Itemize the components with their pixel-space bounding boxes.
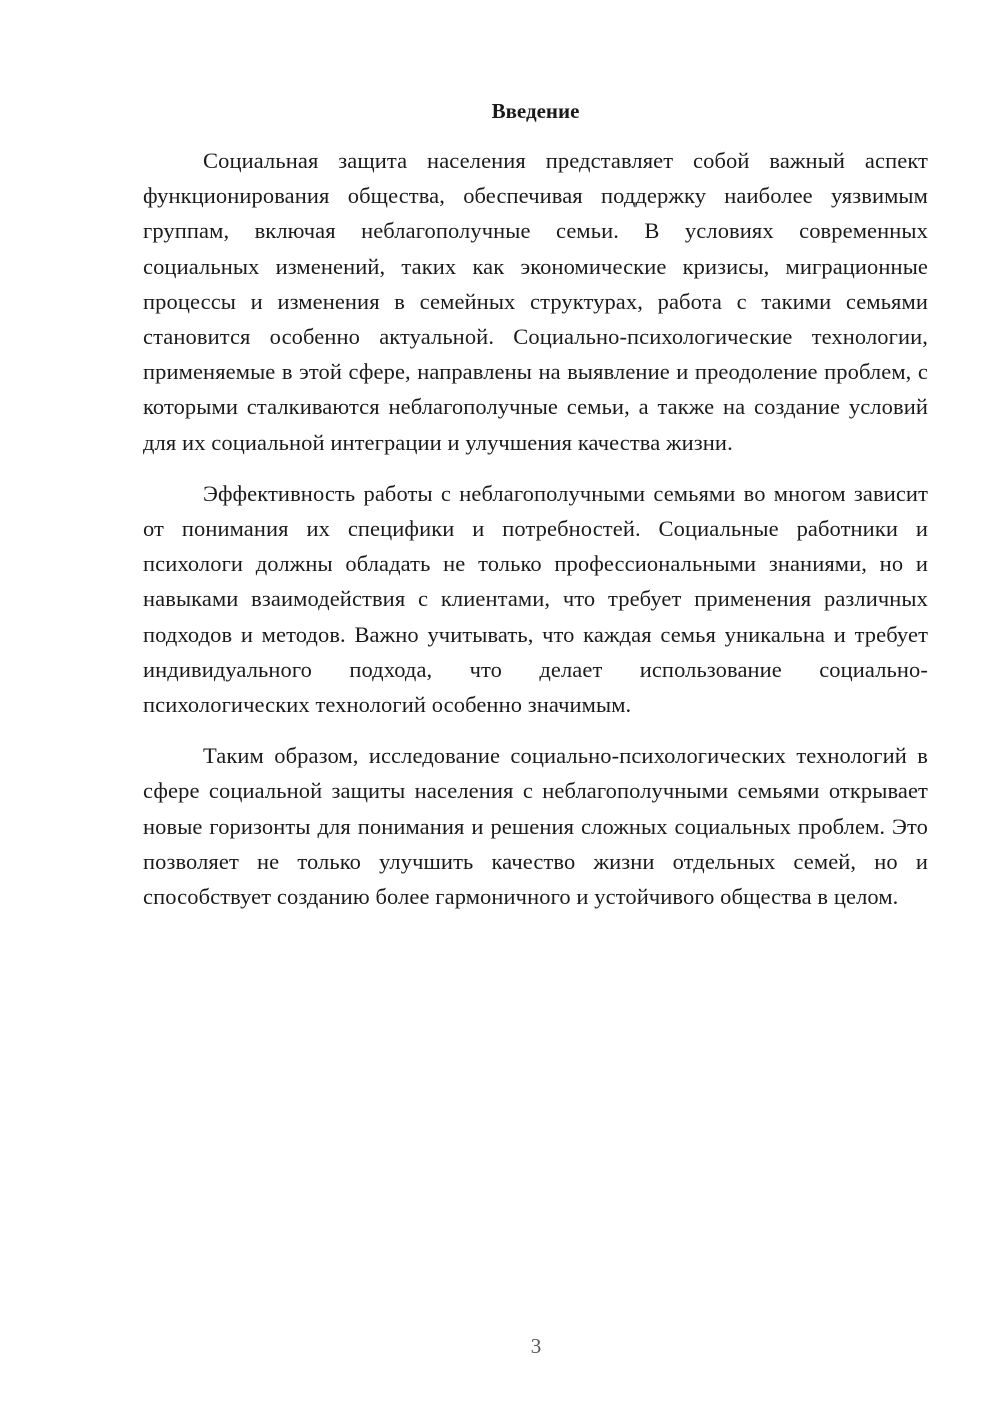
section-title: Введение: [491, 99, 580, 123]
paragraph: Эффективность работы с неблагополучными семьями во многом зависит от понимания их специфики и потребностей. Социальные работники и психологи должны обладать не только профессиональными знаниями, но и навыками взаимодействия с клиентами, что требует применения различных подходов и методов. Важно учитывать, что каждая семья уникальна и требует индивидуального подхода, что делает использование социально-психологических технологий особенно значимым.: [143, 480, 928, 718]
page-number: 3: [530, 1334, 542, 1358]
paragraph: Таким образом, исследование социально-психологических технологий в сфере социальной защиты населения с неблагополучными семьями открывает новые горизонты для понимания и решения сложных социальных проблем. Это позволяет не только улучшить качество жизни отдельных семей, но и способствует созданию более гармоничного и устойчивого общества в целом.: [143, 743, 928, 910]
document-body: [143, 143, 928, 930]
paragraph: Социальная защита населения представляет собой важный аспект функционирования общества, обеспечивая поддержку наиболее уязвимым группам, включая неблагополучные семьи. В условиях современных социальных изменений, таких как экономические кризисы, миграционные процессы и изменения в семейных структурах, работа с такими семьями становится особенно актуальной. Социально-психологические технологии, применяемые в этой сфере, направлены на выявление и преодоление проблем, с которыми сталкиваются неблагополучные семьи, а также на создание условий для их социальной интеграции и улучшения качества жизни.: [143, 148, 928, 455]
